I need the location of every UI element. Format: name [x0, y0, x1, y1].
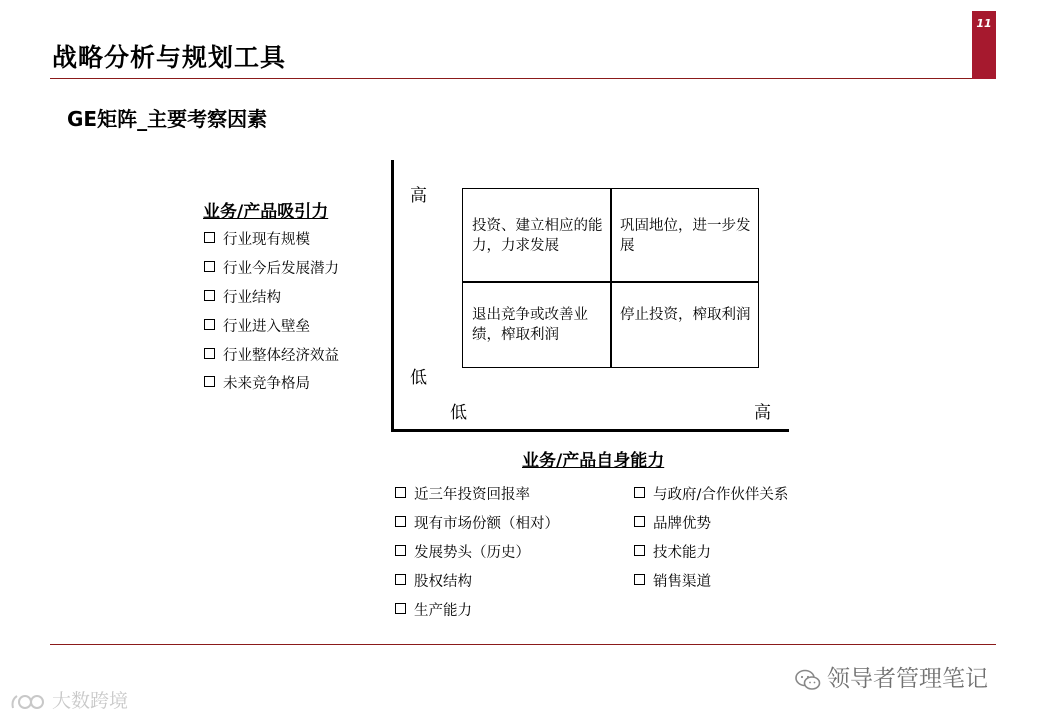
attractiveness-item: 行业整体经济效益	[204, 344, 339, 365]
checkbox-icon	[634, 545, 645, 556]
logo-icon	[10, 692, 46, 712]
capability-item: 技术能力	[634, 541, 711, 562]
checkbox-icon	[395, 574, 406, 585]
page-title: 战略分析与规划工具	[52, 43, 287, 72]
capability-item: 与政府/合作伙伴关系	[634, 483, 788, 504]
capability-item: 销售渠道	[634, 570, 711, 591]
checkbox-icon	[634, 574, 645, 585]
attractiveness-item: 未来竞争格局	[204, 372, 310, 393]
attractiveness-item: 行业今后发展潜力	[204, 257, 339, 278]
checkbox-icon	[634, 516, 645, 527]
y-axis-low-label: 低	[410, 368, 427, 388]
page-number: 11	[976, 17, 992, 30]
attractiveness-item: 行业现有规模	[204, 228, 310, 249]
slide-subtitle: GE矩阵_主要考察因素	[67, 107, 268, 131]
footer-divider	[50, 644, 996, 645]
capability-heading: 业务/产品自身能力	[522, 451, 665, 471]
matrix-cell-bottom-left: 退出竞争或改善业绩，榨取利润	[472, 307, 588, 343]
watermark-left: 大数跨境	[10, 686, 128, 713]
title-divider	[50, 78, 972, 79]
capability-item: 现有市场份额（相对）	[395, 512, 559, 533]
capability-item: 品牌优势	[634, 512, 711, 533]
checkbox-icon	[395, 516, 406, 527]
attractiveness-heading: 业务/产品吸引力	[203, 202, 329, 222]
capability-item: 股权结构	[395, 570, 472, 591]
y-axis	[391, 160, 394, 432]
matrix-cell-top-right: 巩固地位，进一步发展	[620, 218, 751, 254]
matrix-cell-bottom-right: 停止投资，榨取利润	[620, 307, 751, 323]
matrix-horizontal-divider	[462, 281, 759, 283]
watermark-right: 领导者管理笔记	[795, 660, 988, 693]
matrix-cell-top-left: 投资、建立相应的能力，力求发展	[472, 218, 603, 254]
checkbox-icon	[395, 603, 406, 614]
capability-item: 生产能力	[395, 599, 472, 620]
checkbox-icon	[634, 487, 645, 498]
capability-item: 发展势头（历史）	[395, 541, 530, 562]
wechat-icon	[795, 669, 821, 691]
x-axis-high-label: 高	[754, 403, 771, 423]
x-axis-low-label: 低	[450, 403, 467, 423]
x-axis	[391, 429, 789, 432]
matrix-vertical-divider	[610, 188, 612, 368]
checkbox-icon	[204, 232, 215, 243]
checkbox-icon	[204, 261, 215, 272]
attractiveness-item: 行业进入壁垒	[204, 315, 310, 336]
checkbox-icon	[395, 545, 406, 556]
checkbox-icon	[204, 290, 215, 301]
y-axis-high-label: 高	[410, 186, 427, 206]
checkbox-icon	[204, 319, 215, 330]
checkbox-icon	[204, 376, 215, 387]
capability-item: 近三年投资回报率	[395, 483, 530, 504]
attractiveness-item: 行业结构	[204, 286, 281, 307]
checkbox-icon	[204, 348, 215, 359]
checkbox-icon	[395, 487, 406, 498]
